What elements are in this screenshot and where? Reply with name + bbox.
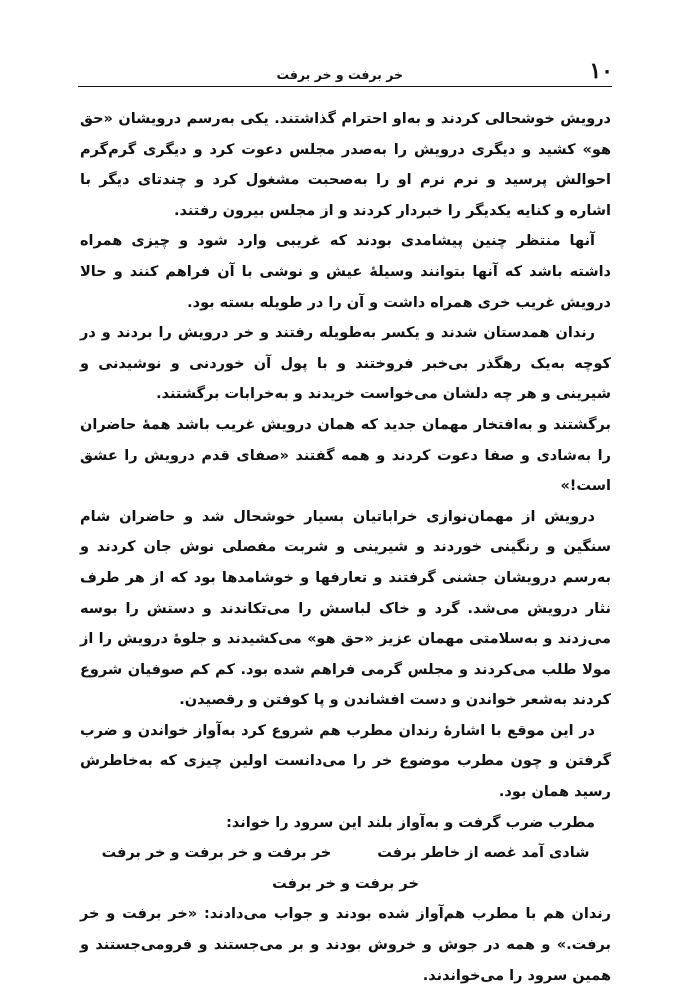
paragraph-2: آنها منتظر چنین پیشامدی بودند که غریبی وارد شود و چیزی همراه داشته باشد که آنها بتوانند وسیلهٔ عیش و نوشی با آن فراهم کنند و حالا درویش غریب خری همراه داشت و آن را در طویله بسته بود. <box>80 233 611 311</box>
paragraph-6: در این موقع با اشارهٔ رندان مطرب هم شروع کرد به‌آواز خواندن و ضرب گرفتن و چون مطرب موضوع خر را می‌دانست اولین چیزی که به‌خاطرش رسید همان بود. <box>80 722 611 801</box>
running-title: خر برفت و خر برفت <box>276 67 403 82</box>
page-number: ۱۰ <box>589 58 613 84</box>
poem-hemistich-1: شادی آمد غصه از خاطر برفت <box>377 845 590 862</box>
header-rule <box>78 86 612 87</box>
page-body <box>80 104 611 991</box>
poem-verse-1 <box>80 838 611 869</box>
paragraph-3: رندان همدستان شدند و یکسر به‌طویله رفتند و خر درویش را بردند و در کوچه به‌یک رهگذر بی‌خبر فروختند و با پول آن خوردنی و نوشیدنی و شیرینی و هر چه دلشان می‌خواست خریدند و به‌خرابات برگشتند. <box>80 325 611 403</box>
poem-hemistich-2: خر برفت و خر برفت و خر برفت <box>101 845 332 862</box>
poem-hemistich-3: خر برفت و خر برفت <box>272 875 419 892</box>
paragraph-1: درویش خوشحالی کردند و به‌او احترام گذاشتند. یکی به‌رسم درویشان «حق هو» کشید و دیگری درویش را به‌صدر مجلس دعوت کرد و دیگری گرم‌گرم احوالش پرسید و نرم نرم او را به‌صحبت مشغول کرد و چندتای دیگر با اشاره و کنایه یکدیگر را خبردار کردند و از مجلس بیرون رفتند. <box>80 111 611 219</box>
paragraph-7: رندان هم با مطرب هم‌آواز شده بودند و جواب می‌دادند: «خر برفت و خر برفت.» و همه در جوش و خروش بودند و بر می‌جستند و فرومی‌جستند و همین سرود را می‌خواندند. <box>80 906 611 984</box>
paragraph-4: برگشتند و به‌افتخار مهمان جدید که همان درویش غریب باشد همهٔ حاضران را به‌شادی و صفا دعوت کردند و همه گفتند «صفای قدم درویش را عشق است!» <box>80 416 611 495</box>
poem-intro: مطرب ضرب گرفت و به‌آواز بلند این سرود را خواند: <box>226 814 595 831</box>
paragraph-5: درویش از مهمان‌نوازی خراباتیان بسیار خوشحال شد و حاضران شام سنگین و رنگینی خوردند و شیرینی و شربت مفصلی نوش جان کردند و به‌رسم درویشان جشنی گرفتند و تعارفها و خوشامدها بود که از هر طرف نثار درویش می‌شد. گرد و خاک لباسش را می‌تکاندند و دستش را بوسه می‌زدند و به‌سلامتی مهمان عزیز «حق هو» می‌کشیدند و جلوهٔ درویش را از مولا طلب می‌کردند و مجلس گرمی فراهم شده بود. کم کم صوفیان شروع کردند به‌شعر خواندن و دست افشاندن و پا کوفتن و رقصیدن. <box>80 508 611 709</box>
poem-verse-2 <box>80 869 611 900</box>
page-header <box>80 58 613 86</box>
